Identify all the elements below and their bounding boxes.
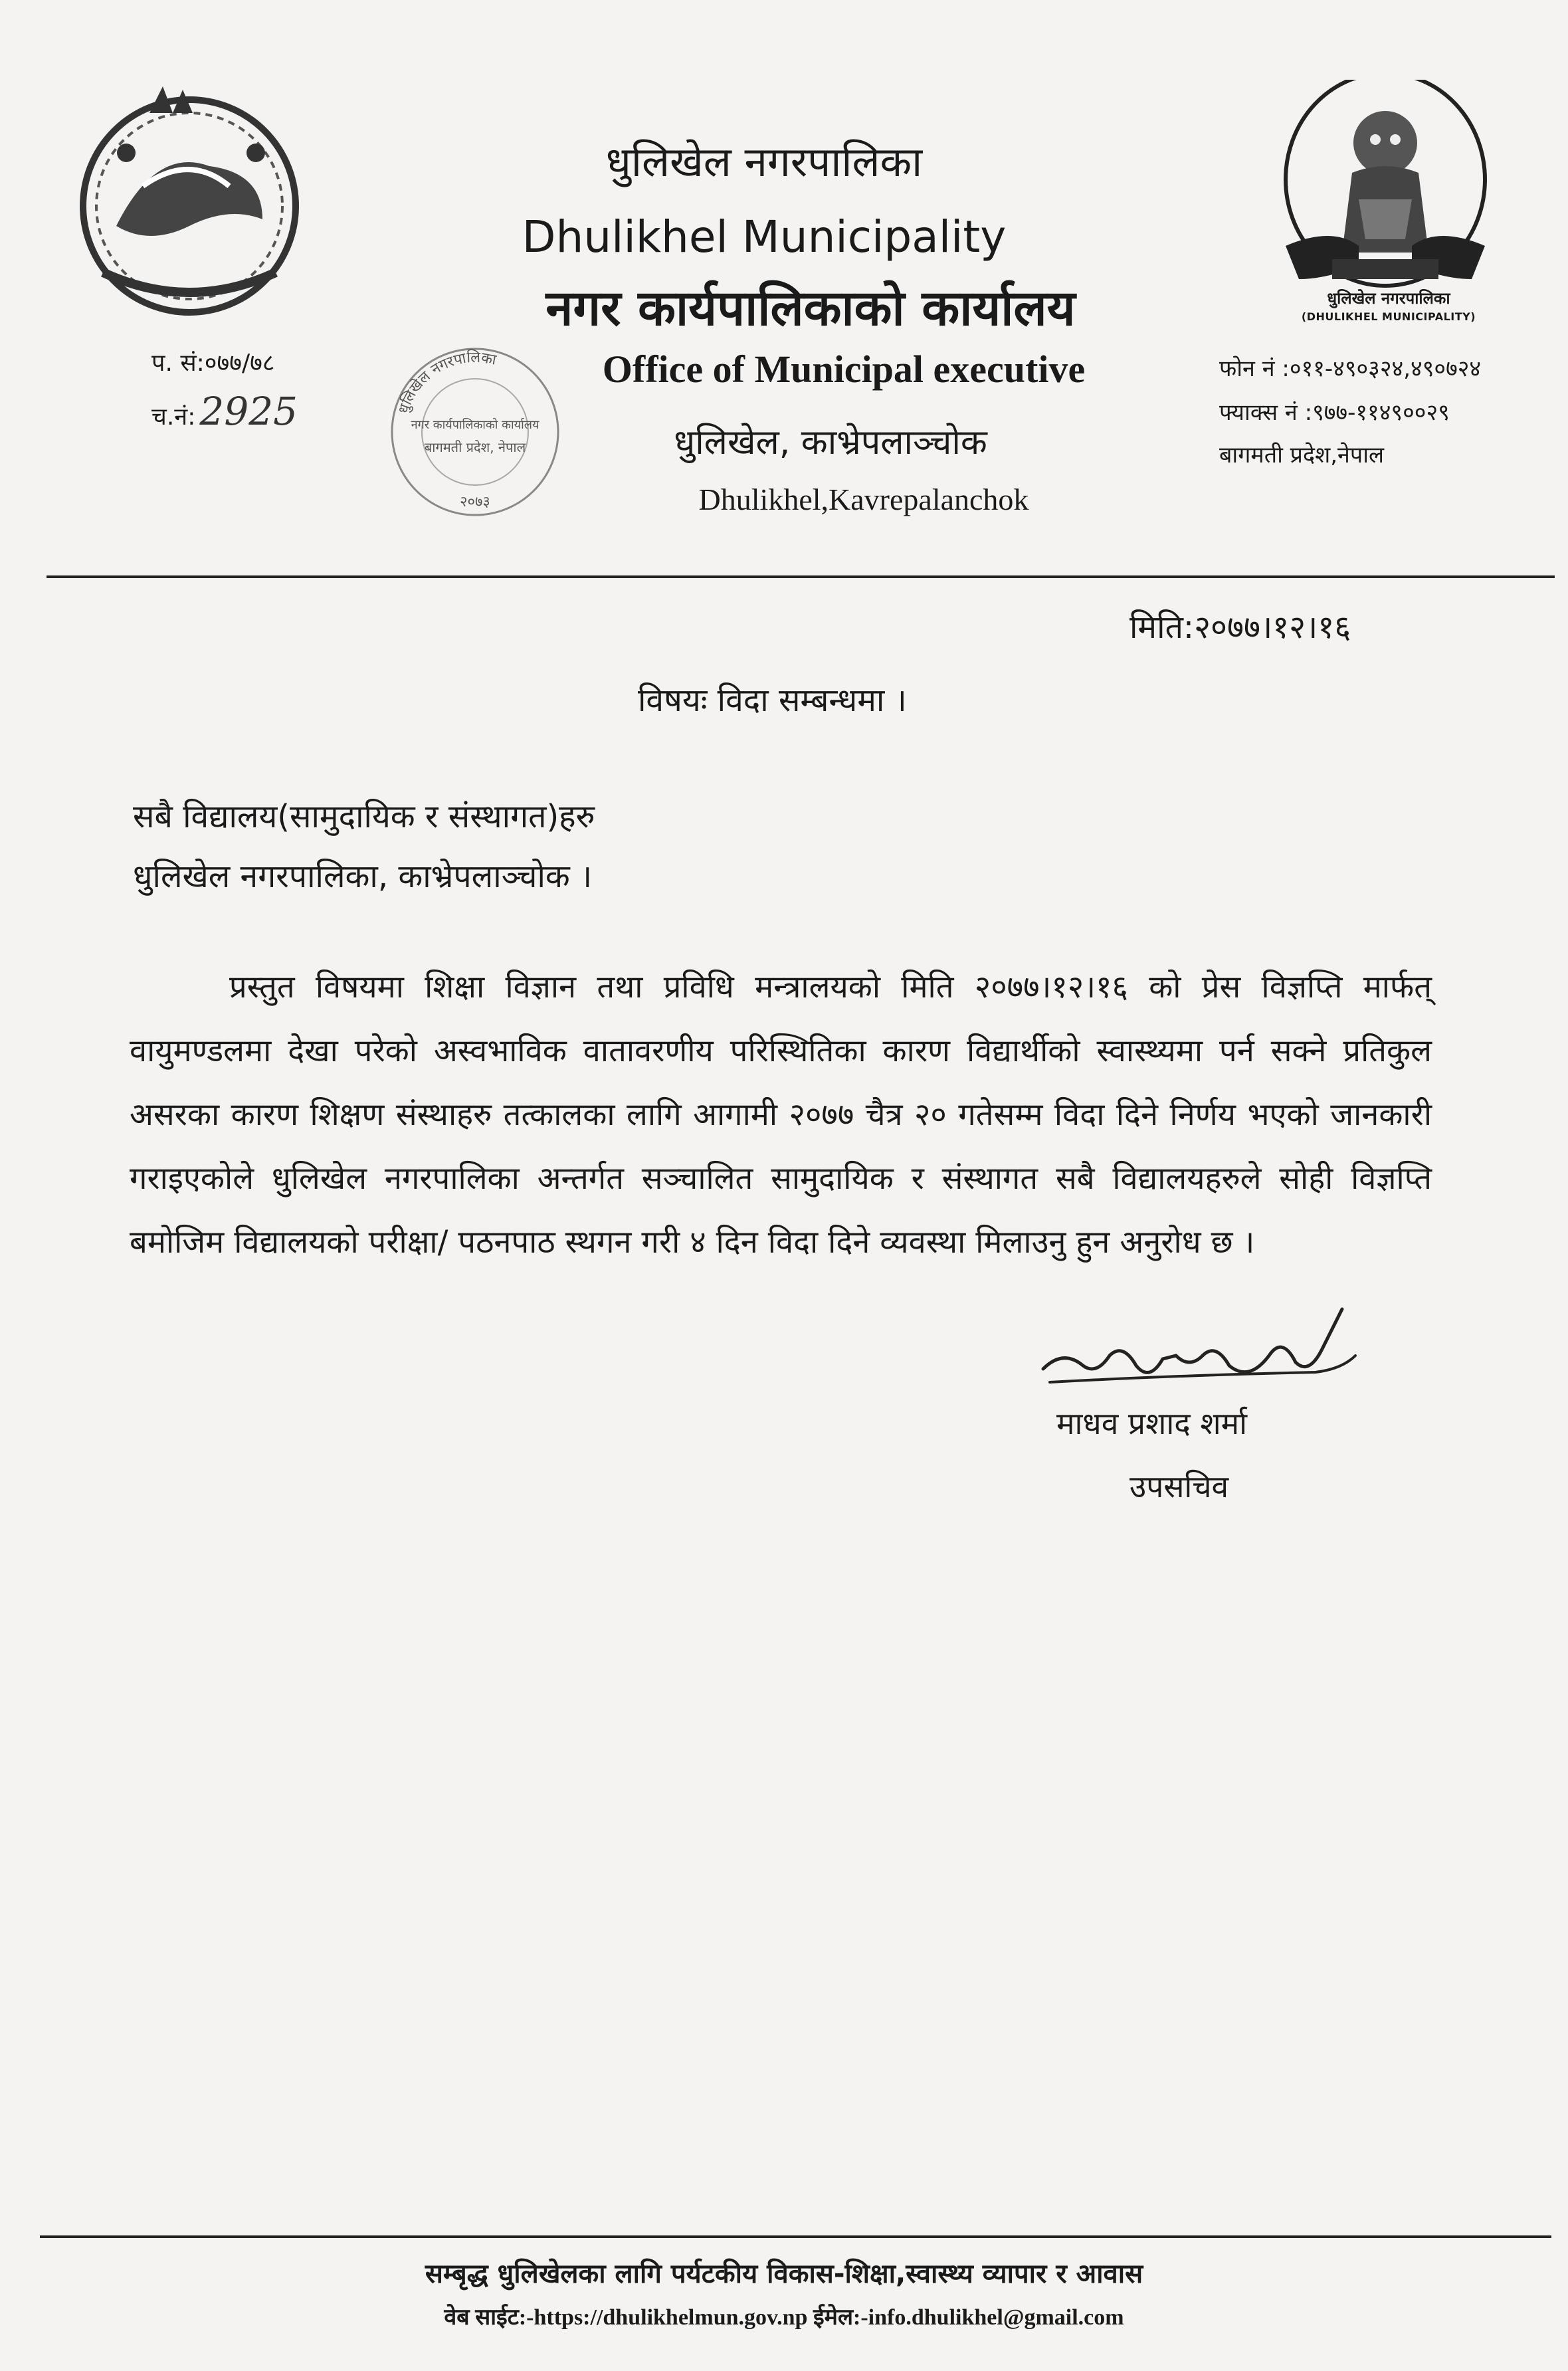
stamp-text-line1: धुलिखेल नगरपालिका: [395, 349, 498, 416]
stamp-text-line3: बागमती प्रदेश, नेपाल: [424, 439, 526, 455]
recipient-line1: सबै विद्यालय(सामुदायिक र संस्थागत)हरु: [133, 798, 595, 835]
chalani-number-row: [151, 389, 298, 434]
chalani-label: च.नं:: [151, 403, 196, 431]
right-logo-caption: [1272, 287, 1505, 323]
office-stamp: [379, 332, 571, 525]
location-np: धुलिखेल, काभ्रेपलाञ्चोक: [674, 423, 987, 463]
signer-name: माधव प्रशाद शर्मा: [1056, 1405, 1248, 1441]
right-logo-caption-np: धुलिखेल नगरपालिका: [1327, 289, 1450, 308]
patra-sankhya: प. सं:०७७/७८: [151, 350, 275, 377]
municipality-name-np: धुलिखेल नगरपालिका: [605, 138, 923, 186]
nepal-emblem-logo: [63, 73, 316, 326]
location-en: Dhulikhel,Kavrepalanchok: [698, 482, 1029, 516]
footer-slogan: सम्बृद्ध धुलिखेलका लागि पर्यटकीय विकास-शिक्षा,स्वास्थ्य व्यापार र आवास: [425, 2259, 1143, 2289]
recipient-line2: धुलिखेल नगरपालिका, काभ्रेपलाञ्चोक ।: [133, 858, 593, 895]
letter-body: प्रस्तुत विषयमा शिक्षा विज्ञान तथा प्रविधि मन्त्रालयको मिति २०७७।१२।१६ को प्रेस विज्ञप्ति मार्फत् वायुमण्डलमा देखा परेको अस्वभाविक वातावरणीय परिस्थितिका कारण विद्यार्थीको स्वास्थ्यमा पर्न सक्ने प्रतिकुल असरका कारण शिक्षण संस्थाहरु तत्कालका लागि आगामी २०७७ चैत्र २० गतेसम्म विदा दिने निर्णय भएको जानकारी गराइएकोले धुलिखेल नगरपालिका अन्तर्गत सञ्चालित सामुदायिक र संस्थागत सबै विद्यालयहरुले सोही विज्ञप्ति बमोजिम विद्यालयको परीक्षा/ पठनपाठ स्थगन गरी ४ दिन विदा दिने व्यवस्था मिलाउनु हुन अनुरोध छ ।: [130, 969, 1432, 1261]
office-name-en: Office of Municipal executive: [602, 348, 1086, 391]
contact-province: बागमती प्रदेश,नेपाल: [1219, 442, 1385, 468]
letter-subject: विषयः विदा सम्बन्धमा ।: [638, 682, 907, 719]
footer-contact: वेब साईट:-https://dhulikhelmun.gov.np ईमेल:-info.dhulikhel@gmail.com: [444, 2305, 1124, 2330]
chalani-number: 2925: [199, 389, 298, 434]
footer-divider: [40, 2235, 1551, 2238]
right-logo-caption-en: (DHULIKHEL MUNICIPALITY): [1301, 310, 1476, 323]
handwritten-signature: [1036, 1302, 1362, 1395]
stamp-text-line2: नगर कार्यपालिकाको कार्यालय: [411, 418, 539, 432]
office-name-np: नगर कार्यपालिकाको कार्यालय: [545, 280, 1076, 337]
municipality-name-en: Dhulikhel Municipality: [522, 211, 1007, 262]
dhulikhel-deity-logo: [1272, 80, 1498, 299]
header-divider: [47, 575, 1555, 578]
contact-fax: फ्याक्स नं :९७७-११४९००२९: [1219, 399, 1450, 426]
svg-text:धुलिखेल नगरपालिका: [395, 349, 498, 416]
contact-phone: फोन नं :०११-४९०३२४,४९०७२४: [1219, 356, 1482, 382]
stamp-text-line4: २०७३: [460, 494, 490, 510]
signer-designation: उपसचिव: [1129, 1469, 1229, 1504]
letter-date: मिति:२०७७।१२।१६: [1129, 609, 1351, 646]
